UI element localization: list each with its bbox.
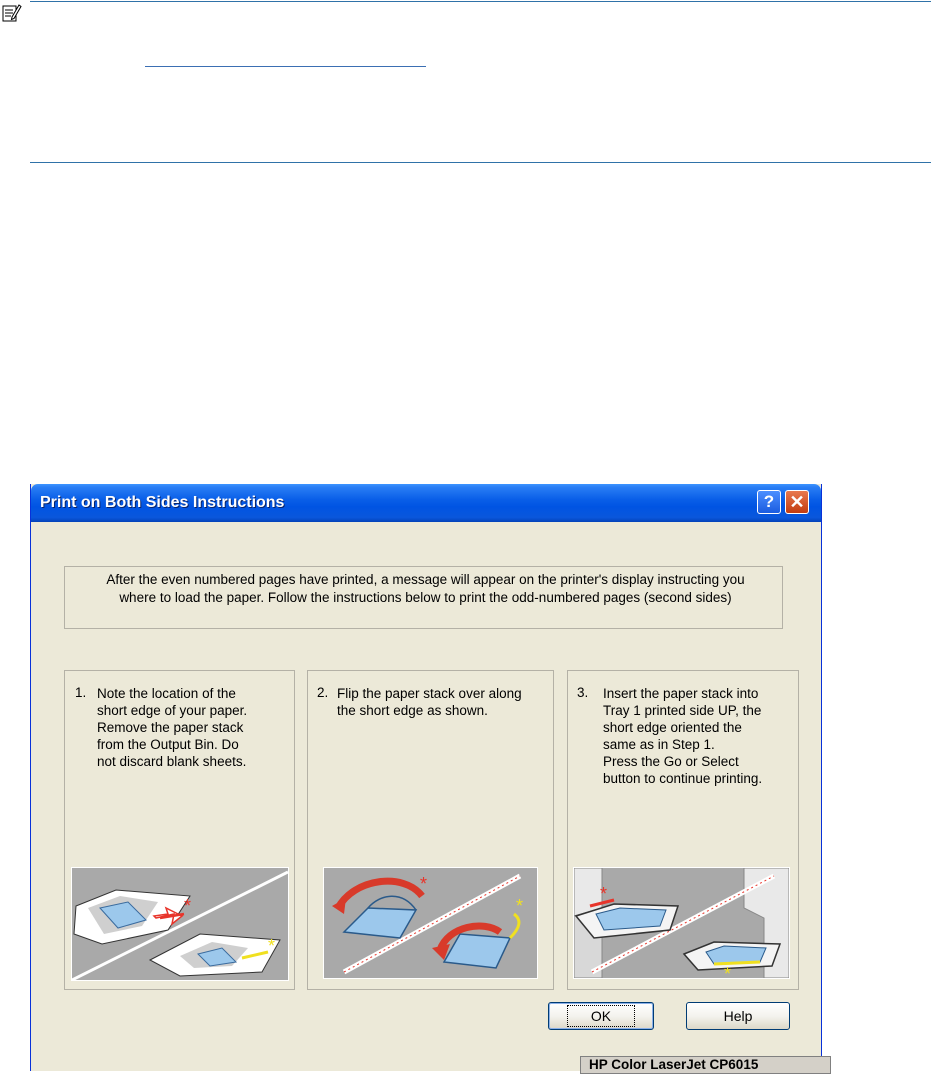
flip-paper-stack-illustration xyxy=(323,867,538,979)
remove-paper-stack-illustration xyxy=(71,867,289,981)
svg-text:*: * xyxy=(724,964,732,979)
note-link[interactable] xyxy=(145,66,426,67)
intro-text xyxy=(73,571,778,607)
step-2-panel xyxy=(307,670,554,990)
printer-name-tooltip: HP Color LaserJet CP6015 xyxy=(580,1056,831,1074)
step-1-line: Remove the paper stack xyxy=(97,720,244,735)
svg-text:*: * xyxy=(420,874,428,894)
title-close-button[interactable]: ✕ xyxy=(785,490,809,514)
svg-text:*: * xyxy=(516,896,524,916)
intro-line: After the even numbered pages have printed, a message will appear on the printer's display instructing you xyxy=(106,572,745,587)
step-1-text xyxy=(97,685,247,770)
step-3-line: button to continue printing. xyxy=(603,771,763,786)
intro-box xyxy=(64,566,783,629)
step-2-text xyxy=(337,685,522,719)
help-button[interactable]: Help xyxy=(686,1002,790,1030)
step-1-line: from the Output Bin. Do xyxy=(97,737,239,752)
step-3-line: Insert the paper stack into xyxy=(603,686,759,701)
print-both-sides-dialog xyxy=(30,484,822,1071)
note-bottom-rule xyxy=(30,162,931,163)
step-1-line: Note the location of the xyxy=(97,686,236,701)
step-3-panel xyxy=(567,670,799,990)
step-2-line: the short edge as shown. xyxy=(337,703,488,718)
intro-line: where to load the paper. Follow the instructions below to print the odd-numbered pages (second sides) xyxy=(119,590,732,605)
note-top-rule xyxy=(30,1,931,2)
title-help-button[interactable]: ? xyxy=(757,490,781,514)
step-1-number: 1. xyxy=(75,685,87,700)
step-3-line: short edge oriented the xyxy=(603,720,742,735)
svg-text:*: * xyxy=(600,884,608,904)
step-1-line: not discard blank sheets. xyxy=(97,754,247,769)
ok-button-label: OK xyxy=(568,1006,634,1026)
step-3-line: Tray 1 printed side UP, the xyxy=(603,703,762,718)
step-3-line: same as in Step 1. xyxy=(603,737,715,752)
step-1-panel xyxy=(64,670,295,990)
step-3-text xyxy=(603,685,762,787)
step-2-line: Flip the paper stack over along xyxy=(337,686,522,701)
svg-text:*: * xyxy=(268,936,276,956)
svg-text:*: * xyxy=(184,896,192,916)
insert-tray1-illustration xyxy=(573,867,790,979)
step-1-line: short edge of your paper. xyxy=(97,703,248,718)
ok-button[interactable] xyxy=(548,1002,654,1030)
title-bar xyxy=(31,484,821,522)
step-3-line: Press the Go or Select xyxy=(603,754,739,769)
step-3-number: 3. xyxy=(577,685,589,700)
dialog-title: Print on Both Sides Instructions xyxy=(40,494,285,511)
step-2-number: 2. xyxy=(317,685,329,700)
note-pencil-icon xyxy=(2,3,22,23)
